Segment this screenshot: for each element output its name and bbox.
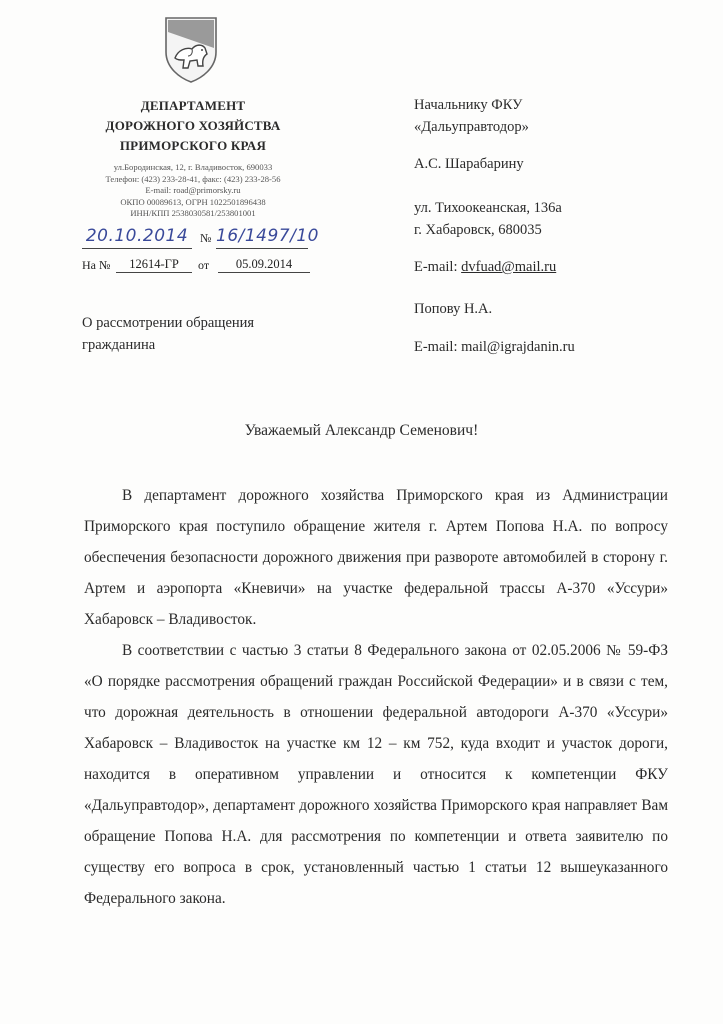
email-label: E-mail:: [414, 259, 462, 275]
coat-of-arms-icon: [162, 14, 220, 84]
contact-inn: ИНН/КПП 2538030581/253801001: [130, 208, 256, 218]
letter-greeting: Уважаемый Александр Семенович!: [244, 422, 479, 439]
contact-email: E-mail: road@primorsky.ru: [145, 185, 241, 195]
second-recipient-email: E-mail: mail@igrajdanin.ru: [414, 339, 575, 355]
subject-line: О рассмотрении обращения: [82, 315, 255, 331]
reference-date: 05.09.2014: [218, 257, 310, 273]
body-paragraph: В соответствии с частью 3 статьи 8 Федерального закона от 02.05.2006 № 59-ФЗ «О порядке рассмотрения обращений граждан Российской Федерации» и в связи с тем, что дорожная деятельность в отношении федеральной автодороги А-370 «Уссури» Хабаровск – Владивосток на участке км 12 – км 752, куда входит и участок дороги, находится в оперативном управлении и относится к компетенции ФКУ «Дальуправтодор», департамент дорожного хозяйства Приморского края направляет Вам обращение Попова Н.А. для рассмотрения по компетенции и ответа заявителю по существу его вопроса в срок, установленный частью 1 статьи 12 вышеуказанного Федерального закона.: [84, 642, 668, 907]
recipient-name: А.С. Шарабарину: [414, 156, 524, 172]
reference-line: [82, 257, 322, 277]
registration-line: [82, 226, 322, 252]
recipient-line: Начальнику ФКУ: [414, 97, 523, 113]
subject-line: гражданина: [82, 337, 156, 353]
department-line: ДОРОЖНОГО ХОЗЯЙСТВА: [105, 118, 281, 133]
contact-phone: Телефон: (423) 233-28-41, факс: (423) 233-28-56: [105, 173, 281, 184]
registration-number-label: №: [200, 231, 212, 245]
recipient-title: [414, 94, 704, 138]
reference-number: 12614-ГР: [116, 257, 192, 273]
address-street: ул. Тихоокеанская, 136а: [414, 200, 562, 216]
reference-label: На №: [82, 258, 111, 272]
letter-body: [84, 480, 668, 914]
body-paragraph: В департамент дорожного хозяйства Приморского края из Администрации Приморского края поступило обращение жителя г. Артем Попова Н.А. по вопросу обеспечения безопасности дорожного движения при развороте автомобилей в сторону г. Артем и аэропорта «Кневичи» на участке федеральной трассы А-370 «Уссури» Хабаровск – Владивосток.: [84, 487, 668, 628]
department-line: ПРИМОРСКОГО КРАЯ: [119, 138, 267, 153]
department-line: ДЕПАРТАМЕНТ: [140, 98, 246, 113]
registration-number: 16/1497/10: [216, 226, 308, 249]
registration-date: 20.10.2014: [82, 226, 192, 249]
letter-subject: [82, 312, 322, 356]
second-recipient: Попову Н.А.: [414, 301, 493, 317]
department-contacts: [80, 162, 306, 220]
contact-okpo: ОКПО 00089613, ОГРН 1022501896438: [120, 196, 266, 207]
recipient-email: [414, 256, 704, 278]
address-city: г. Хабаровск, 680035: [414, 222, 542, 238]
reference-from-label: от: [198, 258, 210, 272]
department-name: [82, 96, 304, 156]
email-link[interactable]: dvfuad@mail.ru: [461, 259, 557, 275]
recipient-line: «Дальуправтодор»: [414, 119, 529, 135]
recipient-address: [414, 197, 704, 241]
contact-address: ул.Бородинская, 12, г. Владивосток, 690033: [113, 162, 273, 172]
